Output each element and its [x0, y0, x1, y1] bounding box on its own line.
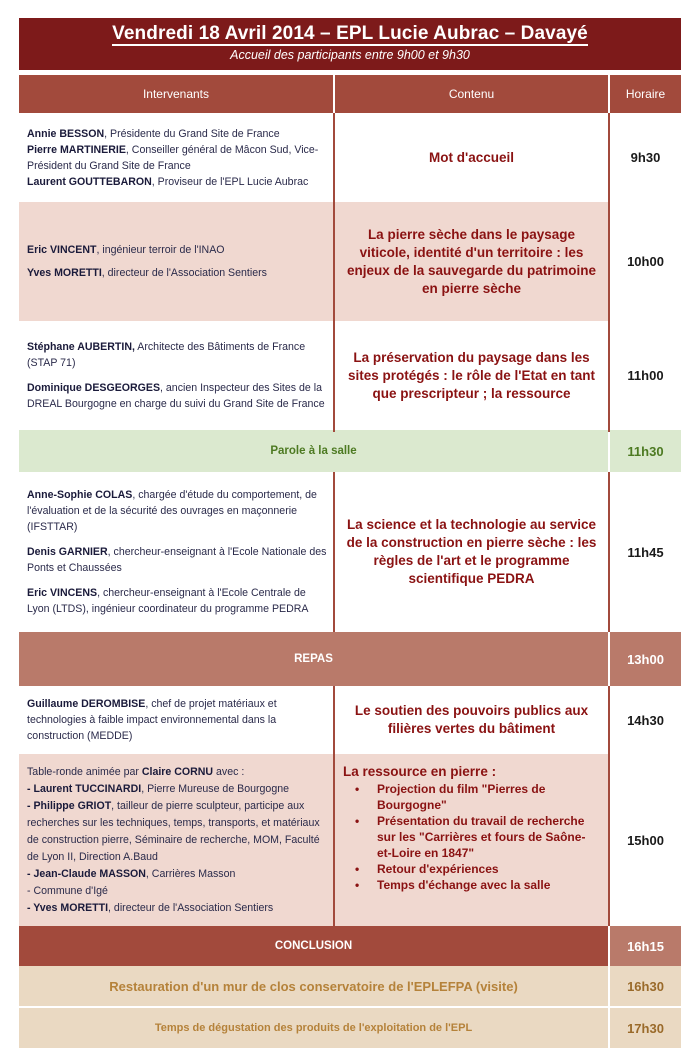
row-speakers: [19, 113, 333, 202]
speaker-name: Annie BESSON: [27, 127, 105, 140]
row-time: 16h30: [610, 966, 681, 1006]
speaker-name: Dominique DESGEORGES: [27, 382, 161, 394]
speaker: [27, 339, 327, 371]
speaker-name: Laurent GOUTTEBARON: [27, 175, 152, 188]
speaker-role: , directeur de l'Association Sentiers: [101, 267, 267, 279]
speaker-role: , chargée d'étude du comportement, de l'évaluation et de la sécurité des ouvrages en maçonnerie (IFSTTAR): [27, 489, 317, 533]
column-divider: [608, 686, 610, 926]
row-content: La science et la technologie au service de la construction en pierre sèche : les règles de l'art et le programme scientifique PEDRA: [335, 472, 608, 632]
speaker-name: Guillaume DEROMBISE: [27, 698, 146, 710]
row-time: 15h00: [610, 754, 681, 926]
speaker-role: , Pierre Mureuse de Bourgogne: [141, 782, 289, 795]
speaker: [27, 174, 327, 190]
speaker-role: , Carrières Masson: [145, 867, 236, 880]
speaker: [27, 544, 327, 576]
speaker-role: , directeur de l'Association Sentiers: [108, 901, 274, 914]
speaker: [27, 900, 327, 917]
speaker-role: , ingénieur terroir de l'INAO: [96, 244, 225, 256]
section-label: Temps de dégustation des produits de l'exploitation de l'EPL: [19, 1008, 608, 1048]
section-label: Restauration d'un mur de clos conservatoire de l'EPLEFPA (visite): [19, 966, 608, 1006]
row-time: 9h30: [610, 113, 681, 202]
speaker-name: Stéphane AUBERTIN,: [27, 341, 135, 353]
column-divider: [333, 472, 335, 632]
column-divider: [608, 632, 610, 686]
row-time: 13h00: [610, 632, 681, 686]
speaker: [27, 883, 327, 900]
column-divider: [608, 926, 610, 1048]
row-content: Mot d'accueil: [335, 113, 608, 202]
row-time: 11h00: [610, 321, 681, 430]
speaker: [27, 142, 327, 174]
speaker: [27, 798, 327, 866]
speaker-role: , Conseiller général de Mâcon Sud, Vice-Président du Grand Site de France: [27, 143, 319, 172]
row-content: Le soutien des pouvoirs publics aux filières vertes du bâtiment: [335, 686, 608, 754]
row-speakers: [19, 754, 333, 926]
speaker-name: Anne-Sophie COLAS: [27, 489, 133, 501]
speaker-name: Eric VINCENS: [27, 587, 98, 599]
content-list: [343, 781, 600, 893]
intro-text: Table-ronde animée par: [27, 765, 142, 778]
list-item: • Temps d'échange avec la salle: [343, 877, 600, 893]
row-speakers: [19, 686, 333, 754]
speaker: [27, 380, 327, 412]
speaker-name: Yves MORETTI: [27, 267, 102, 279]
speaker-role: , chercheur-enseignant à l'Ecole Nationale des Ponts et Chaussées: [27, 546, 327, 574]
speaker: [27, 265, 327, 281]
list-item: • Présentation du travail de recherche sur les "Carrières et fours de Saône-et-Loire en 1847": [343, 813, 600, 861]
row-speakers: [19, 472, 333, 632]
speaker: [27, 242, 327, 258]
speaker-role: , tailleur de pierre sculpteur, participe aux recherches sur les techniques, temps, transports, et matériaux de construction pierre, Séminaire de recherche, MOM, Faculté de Lyon II, Direction A.Baud: [27, 799, 320, 863]
section-label: REPAS: [19, 632, 608, 686]
column-divider: [333, 113, 335, 432]
row-time: 11h45: [610, 472, 681, 632]
row-time: 16h15: [610, 926, 681, 966]
list-item: • Retour d'expériences: [343, 861, 600, 877]
speaker-role: Architecte des Bâtiments de France (STAP 71): [27, 341, 306, 369]
speaker: [27, 866, 327, 883]
column-header-speakers: Intervenants: [19, 75, 333, 113]
speaker-role: - Commune d'Igé: [27, 884, 108, 897]
speaker-name: Denis GARNIER: [27, 546, 108, 558]
row-time: 14h30: [610, 686, 681, 754]
column-header-content: Contenu: [335, 75, 608, 113]
column-divider: [333, 686, 335, 926]
program-header: [19, 18, 681, 70]
speaker-name: - Laurent TUCCINARDI: [27, 782, 142, 795]
speaker: [27, 781, 327, 798]
row-time: 10h00: [610, 202, 681, 321]
speaker-role: , ancien Inspecteur des Sites de la DREAL Bourgogne en charge du suivi du Grand Site de France: [27, 382, 325, 410]
speaker-role: , Proviseur de l'EPL Lucie Aubrac: [151, 175, 309, 188]
page-subtitle: Accueil des participants entre 9h00 et 9h30: [230, 48, 470, 62]
row-time: 11h30: [610, 430, 681, 472]
speaker-name: - Yves MORETTI: [27, 901, 109, 914]
speaker: [27, 126, 327, 142]
row-speakers: [19, 202, 333, 321]
speaker-name: Eric VINCENT: [27, 244, 97, 256]
speaker: [27, 487, 327, 535]
speaker-role: , chef de projet matériaux et technologies à faible impact environnemental dans la construction (MEDDE): [27, 698, 277, 742]
row-time: 17h30: [610, 1008, 681, 1048]
section-label: CONCLUSION: [19, 926, 608, 966]
page-title: Vendredi 18 Avril 2014 – EPL Lucie Aubrac – Davayé: [112, 23, 588, 44]
row-content: La préservation du paysage dans les sites protégés : le rôle de l'Etat en tant que prescripteur ; la ressource: [335, 321, 608, 430]
speaker-name: Pierre MARTINERIE: [27, 143, 126, 156]
row-content: La pierre sèche dans le paysage viticole, identité d'un territoire : les enjeux de la sauvegarde du patrimoine en pierre sèche: [335, 202, 608, 321]
intro-text: avec :: [213, 765, 245, 778]
column-divider: [608, 472, 610, 632]
list-item: • Projection du film "Pierres de Bourgogne": [343, 781, 600, 813]
speaker-name: - Jean-Claude MASSON: [27, 867, 146, 880]
row-content: [335, 754, 608, 926]
speaker: [27, 764, 327, 781]
row-divider: [19, 1006, 681, 1008]
speaker-role: , Présidente du Grand Site de France: [104, 127, 280, 140]
speaker: [27, 585, 327, 617]
speaker-name: - Philippe GRIOT: [27, 799, 112, 812]
section-label: Parole à la salle: [19, 430, 608, 472]
row-speakers: [19, 321, 333, 430]
column-divider: [608, 113, 610, 432]
speaker-name: Claire CORNU: [141, 765, 214, 778]
column-header-time: Horaire: [610, 75, 681, 113]
content-title: La ressource en pierre :: [343, 764, 497, 779]
speaker-role: , chercheur-enseignant à l'Ecole Centrale de Lyon (LTDS), ingénieur coordinateur du programme PEDRA: [27, 587, 309, 615]
speaker: [27, 696, 327, 744]
